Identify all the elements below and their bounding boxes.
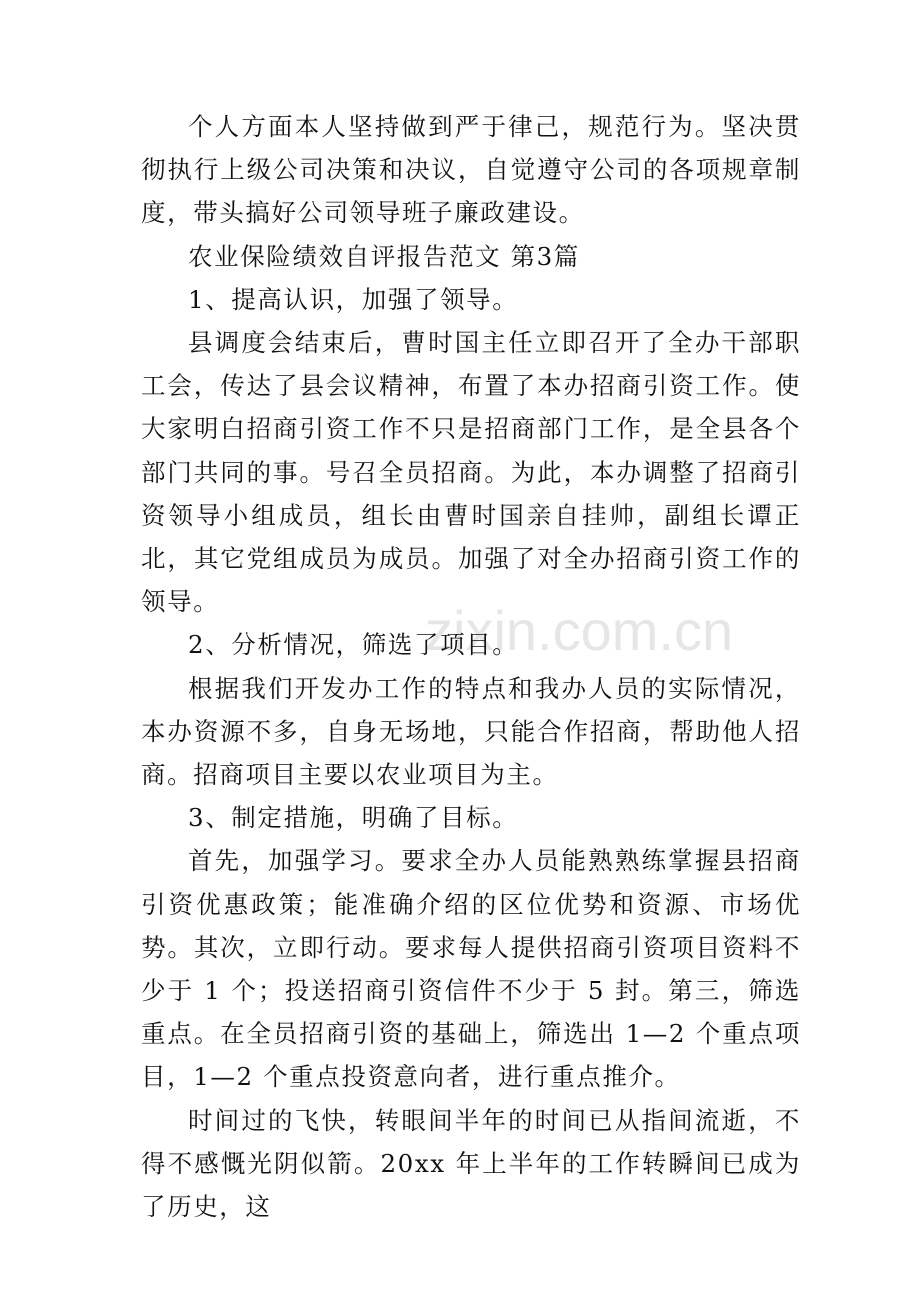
item-heading-3: 3、制定措施，明确了目标。 bbox=[188, 803, 519, 833]
item-heading-2: 2、分析情况，筛选了项目。 bbox=[188, 630, 519, 660]
watermark: zixin.com.cn bbox=[425, 599, 734, 662]
item-heading-1: 1、提高认识，加强了领导。 bbox=[188, 284, 519, 314]
paragraph-analysis: 根据我们开发办工作的特点和我办人员的实际情况，本办资源不多，自身无场地，只能合作招商，帮助他人招商。招商项目主要以农业项目为主。 bbox=[141, 673, 801, 790]
document-body bbox=[141, 105, 801, 1228]
section-heading: 农业保险绩效自评报告范文 第3篇 bbox=[188, 241, 580, 271]
paragraph-leadership: 县调度会结束后，曹时国主任立即召开了全办干部职工会，传达了县会议精神，布置了本办招商引资工作。使大家明白招商引资工作不只是招商部门工作，是全县各个部门共同的事。号召全员招商。为此，本办调整了招商引资领导小组成员，组长由曹时国亲自挂帅，副组长谭正北，其它党组成员为成员。加强了对全办招商引资工作的领导。 bbox=[141, 328, 801, 617]
paragraph-measures: 首先，加强学习。要求全办人员能熟熟练掌握县招商引资优惠政策；能准确介绍的区位优势和资源、市场优势。其次，立即行动。要求每人提供招商引资项目资料不少于 1 个；投送招商引资信件不少于 5 封。第三，筛选重点。在全员招商引资的基础上，筛选出 1—2 个重点项目，1—2 个重点投资意向者，进行重点推介。 bbox=[141, 846, 801, 1092]
paragraph-time-reflection: 时间过的飞快，转眼间半年的时间已从指间流逝，不得不感慨光阴似箭。20xx 年上半年的工作转瞬间已成为了历史，这 bbox=[141, 1105, 801, 1222]
paragraph-personal-discipline: 个人方面本人坚持做到严于律己，规范行为。坚决贯彻执行上级公司决策和决议，自觉遵守公司的各项规章制度，带头搞好公司领导班子廉政建设。 bbox=[141, 112, 801, 228]
